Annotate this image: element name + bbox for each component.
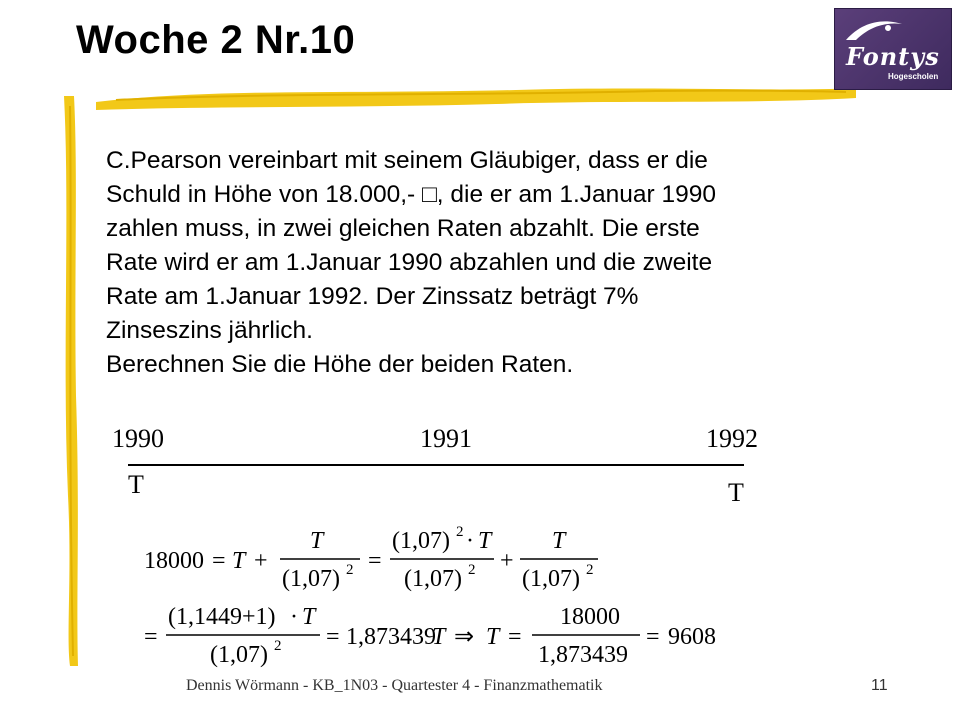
footer-text: Dennis Wörmann - KB_1N03 - Quartester 4 - Finanzmathematik	[186, 677, 603, 694]
svg-text:+: +	[254, 548, 268, 574]
eq-inner: (1,1449+1)	[168, 604, 276, 630]
svg-text:=: =	[326, 624, 340, 650]
text-line: Berechnen Sie die Höhe der beiden Raten.	[106, 351, 574, 378]
svg-text:·: ·	[466, 528, 474, 554]
eq-t: T	[552, 528, 566, 554]
payment-label-first: T	[128, 470, 144, 499]
svg-text:⇒: ⇒	[454, 624, 475, 650]
equation-line-2	[140, 600, 740, 676]
eq-t: T	[486, 624, 500, 650]
eq-exp: 2	[468, 562, 476, 578]
svg-text:=: =	[508, 624, 522, 650]
logo-name: Fontys	[846, 42, 940, 71]
eq-exp: 2	[456, 524, 464, 540]
payment-label-second: T	[728, 478, 744, 507]
eq-t: T	[302, 604, 316, 630]
eq-num: 18000	[560, 604, 620, 630]
eq-coef: 1,873439	[538, 642, 628, 668]
logo-subtitle: Hogescholen	[888, 72, 939, 81]
svg-text:=: =	[368, 548, 382, 574]
page-number: 11	[871, 677, 888, 694]
timeline-year-1991: 1991	[420, 424, 472, 453]
svg-text:+: +	[500, 548, 514, 574]
eq-t: T	[232, 548, 246, 574]
eq-coef: 1,873439	[346, 624, 436, 650]
timeline-year-1990: 1990	[112, 424, 164, 453]
eq-exp: 2	[346, 562, 354, 578]
timeline-year-1992: 1992	[706, 424, 758, 453]
text-line: zahlen muss, in zwei gleichen Raten abzahlt. Die erste	[106, 215, 700, 242]
eq-base: (1,07)	[392, 528, 450, 554]
eq-base: (1,07)	[522, 566, 580, 592]
yellow-brush-vertical	[54, 96, 84, 666]
equation-line-1	[140, 520, 620, 600]
text-line: Rate wird er am 1.Januar 1990 abzahlen und die zweite	[106, 249, 713, 276]
timeline-axis	[128, 464, 744, 466]
eq-base: (1,07)	[210, 642, 268, 668]
slide-title: Woche 2 Nr.10	[76, 18, 356, 62]
eq-lhs: 18000	[144, 548, 204, 574]
eq-t: T	[310, 528, 324, 554]
svg-text:=: =	[646, 624, 660, 650]
eq-exp: 2	[586, 562, 594, 578]
eq-exp: 2	[274, 638, 282, 654]
text-line: C.Pearson vereinbart mit seinem Gläubiger, dass er die	[106, 147, 708, 174]
text-line: Rate am 1.Januar 1992. Der Zinssatz beträgt 7%	[106, 283, 639, 310]
yellow-brush-horizontal	[96, 82, 856, 112]
eq-base: (1,07)	[282, 566, 340, 592]
svg-text:=: =	[212, 548, 226, 574]
eq-t: T	[432, 624, 446, 650]
svg-text:=: =	[144, 624, 158, 650]
eq-result: 9608	[668, 624, 716, 650]
eq-t: T	[478, 528, 492, 554]
fontys-logo	[834, 8, 952, 90]
text-line: Schuld in Höhe von 18.000,- □, die er am 1.Januar 1990	[106, 181, 716, 208]
text-line: Zinseszins jährlich.	[106, 317, 313, 344]
svg-text:·: ·	[290, 604, 298, 630]
problem-text	[106, 144, 926, 382]
eq-base: (1,07)	[404, 566, 462, 592]
